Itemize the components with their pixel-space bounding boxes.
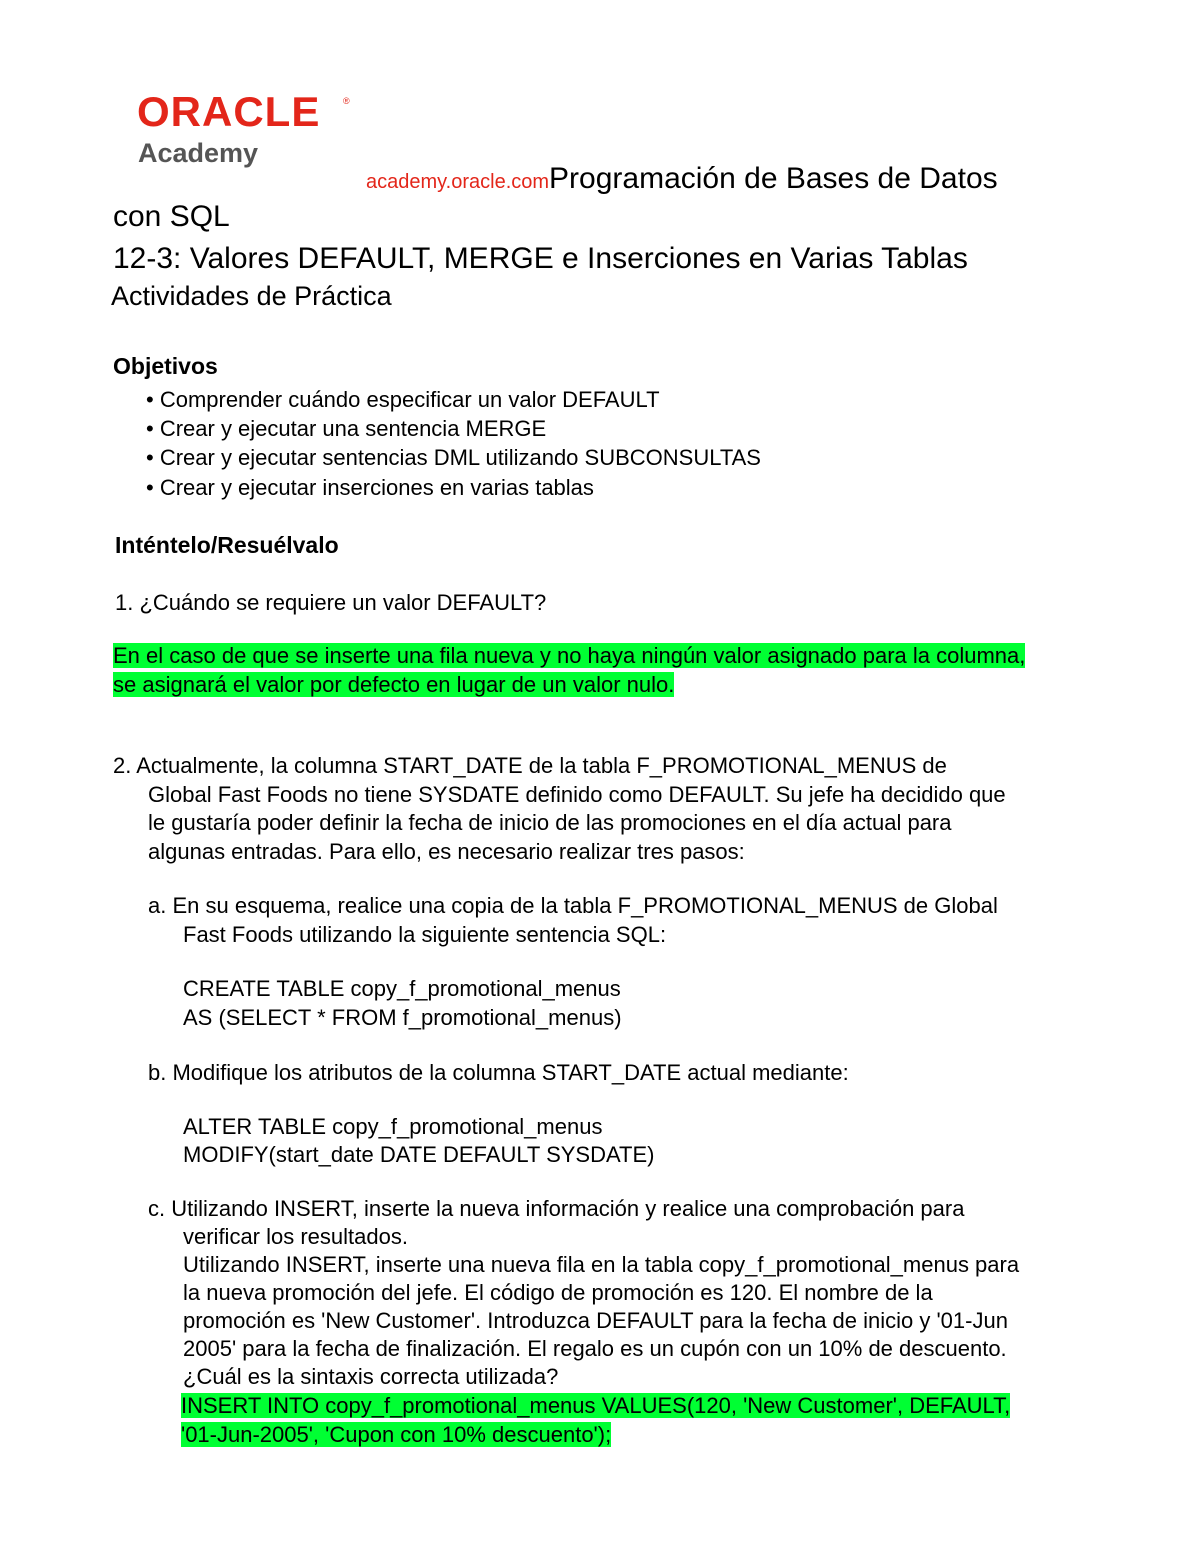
objective-item: • Comprender cuándo especificar un valor DEFAULT bbox=[146, 387, 660, 412]
step-c-line: c. Utilizando INSERT, inserte la nueva información y realice una comprobación para bbox=[148, 1196, 965, 1221]
page-subtitle: Actividades de Práctica bbox=[111, 281, 392, 311]
question-2-line: Global Fast Foods no tiene SYSDATE definido como DEFAULT. Su jefe ha decidido que bbox=[148, 782, 1006, 807]
step-a-line: a. En su esquema, realice una copia de la tabla F_PROMOTIONAL_MENUS de Global bbox=[148, 893, 998, 918]
answer-highlight: '01-Jun-2005', 'Cupon con 10% descuento'); bbox=[181, 1422, 612, 1447]
step-c-line: la nueva promoción del jefe. El código de promoción es 120. El nombre de la bbox=[183, 1280, 933, 1305]
answer-c-line bbox=[181, 1391, 1010, 1420]
answer-highlight: En el caso de que se inserte una fila nueva y no haya ningún valor asignado para la columna, bbox=[113, 643, 1026, 668]
document-title: Programación de Bases de Datos bbox=[549, 162, 998, 195]
step-c-line: 2005' para la fecha de finalización. El regalo es un cupón con un 10% de descuento. bbox=[183, 1336, 1007, 1361]
lesson-title: 12-3: Valores DEFAULT, MERGE e Inserciones en Varias Tablas bbox=[113, 242, 968, 275]
answer-highlight: INSERT INTO copy_f_promotional_menus VALUES(120, 'New Customer', DEFAULT, bbox=[181, 1393, 1011, 1418]
answer-1-line bbox=[113, 641, 1025, 670]
academy-url-link[interactable]: academy.oracle.com bbox=[366, 171, 550, 193]
step-b-line: b. Modifique los atributos de la columna START_DATE actual mediante: bbox=[148, 1060, 849, 1085]
question-2-line: le gustaría poder definir la fecha de inicio de las promociones en el día actual para bbox=[148, 810, 952, 835]
document-title-cont: con SQL bbox=[113, 200, 230, 233]
header-line bbox=[366, 162, 998, 196]
step-c-line: Utilizando INSERT, inserte una nueva fila en la tabla copy_f_promotional_menus para bbox=[183, 1252, 1020, 1277]
question-1: 1. ¿Cuándo se requiere un valor DEFAULT? bbox=[115, 590, 547, 615]
logo-brand: ORACLE bbox=[137, 90, 321, 135]
try-it-heading: Inténtelo/Resuélvalo bbox=[115, 532, 339, 558]
registered-mark-icon: ® bbox=[343, 96, 350, 106]
step-c-line: promoción es 'New Customer'. Introduzca DEFAULT para la fecha de inicio y '01-Jun bbox=[183, 1308, 1008, 1333]
objective-item: • Crear y ejecutar una sentencia MERGE bbox=[146, 416, 547, 441]
step-c-line: ¿Cuál es la sintaxis correcta utilizada? bbox=[183, 1364, 559, 1389]
answer-1-line bbox=[113, 670, 674, 699]
oracle-academy-logo bbox=[137, 90, 357, 170]
question-2-line: 2. Actualmente, la columna START_DATE de la tabla F_PROMOTIONAL_MENUS de bbox=[113, 753, 947, 778]
sql-line: AS (SELECT * FROM f_promotional_menus) bbox=[183, 1005, 622, 1030]
sql-line: MODIFY(start_date DATE DEFAULT SYSDATE) bbox=[183, 1142, 655, 1167]
question-2-line: algunas entradas. Para ello, es necesario realizar tres pasos: bbox=[148, 839, 745, 864]
step-a-line: Fast Foods utilizando la siguiente sentencia SQL: bbox=[183, 922, 667, 947]
objective-item: • Crear y ejecutar inserciones en varias tablas bbox=[146, 475, 594, 500]
sql-line: ALTER TABLE copy_f_promotional_menus bbox=[183, 1114, 603, 1139]
step-c-line: verificar los resultados. bbox=[183, 1224, 408, 1249]
answer-c-line bbox=[181, 1420, 611, 1449]
objective-item: • Crear y ejecutar sentencias DML utilizando SUBCONSULTAS bbox=[146, 445, 761, 470]
logo-sub: Academy bbox=[138, 138, 259, 168]
objectives-heading: Objetivos bbox=[113, 353, 218, 379]
sql-line: CREATE TABLE copy_f_promotional_menus bbox=[183, 976, 621, 1001]
answer-highlight: se asignará el valor por defecto en lugar de un valor nulo. bbox=[113, 672, 675, 697]
